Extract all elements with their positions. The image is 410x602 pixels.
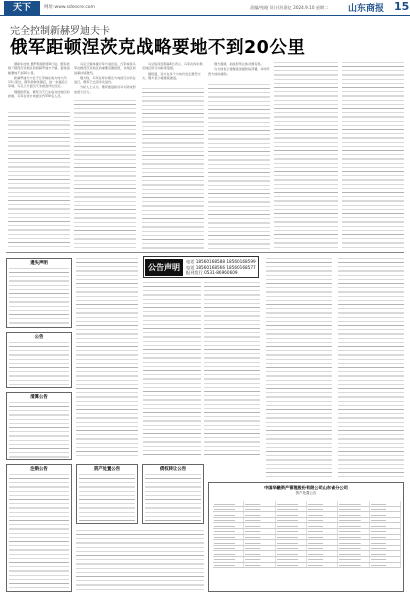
table-cell	[370, 557, 401, 562]
table-cell	[307, 529, 338, 534]
table-subtitle: 资产处置公告	[295, 491, 317, 495]
table-cell	[370, 518, 401, 523]
table-cell	[370, 563, 401, 568]
table-cell	[276, 535, 307, 540]
fine-print	[76, 530, 204, 590]
table-cell	[244, 507, 275, 512]
article-paragraph: 乌总统泽连斯基8日表示，乌军在库尔斯克地区的行动取得进展。	[142, 62, 203, 71]
table-cell	[213, 563, 244, 568]
section-label: 天下	[4, 1, 40, 15]
announcement-phone-1: 电话 18560168588 18560168599	[186, 259, 256, 264]
table-cell	[276, 546, 307, 551]
table-cell	[244, 540, 275, 545]
section-divider	[6, 252, 404, 253]
table-cell	[213, 518, 244, 523]
table-cell	[244, 563, 275, 568]
announcement-title: 公告声明	[145, 259, 183, 276]
fine-print	[266, 258, 332, 478]
table-cell	[338, 546, 369, 551]
announcement-hotline: 报刊发行 0531-86960609	[186, 270, 238, 276]
table-cell	[370, 512, 401, 517]
table-cell	[276, 557, 307, 562]
fine-print	[76, 258, 138, 458]
table-cell	[244, 546, 275, 551]
table-cell	[338, 557, 369, 562]
table-cell	[276, 501, 307, 506]
table-cell	[213, 546, 244, 551]
table-cell	[244, 501, 275, 506]
fine-print	[342, 62, 404, 250]
table-cell	[276, 523, 307, 528]
article-paragraph: 据新华社电 俄罗斯国防部8日说，俄军控制了顿涅茨克地区的新赫罗迪夫卡镇，距离战略要地不到20公里。	[8, 62, 70, 75]
table-cell	[370, 535, 401, 540]
table-cell	[276, 518, 307, 523]
table-cell	[276, 540, 307, 545]
fine-print	[204, 282, 260, 458]
table-cell	[213, 529, 244, 534]
article-paragraph: 据报道，双方在多个方向仍发生激烈交火。俄方表示将继续推进。	[142, 71, 201, 80]
table-cell	[307, 551, 338, 556]
headline-title: 俄军距顿涅茨克战略要地不到20公里	[10, 38, 306, 58]
table-cell	[370, 501, 401, 506]
table-cell	[213, 557, 244, 562]
article-paragraph: 乌方则表示将继续加强防线部署，并呼吁西方加快援助。	[208, 67, 270, 76]
table-cell	[213, 551, 244, 556]
table-cell	[370, 551, 401, 556]
table-cell	[244, 557, 275, 562]
page-number: 15	[394, 0, 410, 13]
article-paragraph: 分析人士认为，俄军推进将对乌方防线形成更大压力。	[74, 85, 136, 94]
notice-title: 债权转让公告	[159, 467, 187, 472]
fine-print	[274, 62, 338, 250]
table-cell	[213, 501, 244, 506]
table-cell	[213, 540, 244, 545]
notice-title: 清算公告	[30, 395, 48, 400]
table-cell	[276, 563, 307, 568]
announcement-contacts	[186, 259, 256, 276]
announcement-phone-2: 电话 18560168566 18560168577	[186, 264, 256, 270]
table-cell	[244, 518, 275, 523]
paper-name: 山东商报	[348, 4, 385, 14]
table-cell	[338, 523, 369, 528]
fine-print	[8, 112, 70, 250]
table-cell	[338, 507, 369, 512]
table-cell	[307, 557, 338, 562]
table-cell	[307, 518, 338, 523]
table-cell	[276, 551, 307, 556]
notice-title: 公告	[34, 335, 44, 340]
headline-kicker: 完全控制新赫罗迪夫卡	[10, 26, 110, 37]
fine-print	[208, 84, 270, 250]
table-cell	[370, 529, 401, 534]
announcement-banner	[143, 256, 259, 278]
article-paragraph: 俄国防部说，俄军当天已完成对该地区的控制，乌军在该方向损失约550名人员。	[8, 89, 70, 99]
table-cell	[370, 523, 401, 528]
table-cell	[244, 512, 275, 517]
table-cell	[338, 551, 369, 556]
table-cell	[307, 512, 338, 517]
fine-print	[142, 88, 204, 250]
table-cell	[244, 535, 275, 540]
fine-print	[143, 282, 201, 458]
table-cell	[307, 501, 338, 506]
table-cell	[338, 512, 369, 517]
notice-title: 遗失声明	[30, 261, 48, 266]
table-cell	[244, 523, 275, 528]
table-cell	[307, 540, 338, 545]
fine-print	[9, 268, 69, 326]
table-cell	[338, 529, 369, 534]
notice-title: 资产处置公告	[93, 467, 121, 472]
table-cell	[370, 507, 401, 512]
table-cell	[338, 563, 369, 568]
table-cell	[213, 512, 244, 517]
table-cell	[338, 535, 369, 540]
page-header	[0, 0, 410, 16]
table-cell	[307, 535, 338, 540]
notice-title: 注销公告	[30, 467, 48, 472]
article-paragraph: 乌克兰媒体援引军方消息说，红军城是乌军在顿涅茨克地区的重要后勤枢纽，该地区的战事持续激烈。	[74, 62, 136, 75]
fine-print	[9, 342, 69, 386]
table-cell	[276, 512, 307, 517]
fine-print	[338, 258, 404, 478]
table-cell	[370, 540, 401, 545]
fine-print	[145, 474, 201, 522]
table-cell	[338, 518, 369, 523]
table-cell	[213, 507, 244, 512]
article-paragraph: 俄方称，乌军在库尔斯克方向的行动仍在进行，俄军已击退多次进攻。	[74, 75, 136, 85]
table-cell	[276, 529, 307, 534]
fine-print	[79, 474, 135, 522]
table-cell	[338, 540, 369, 545]
table-cell	[276, 507, 307, 512]
table-cell	[307, 563, 338, 568]
article-paragraph: 新赫罗迪夫卡位于红军城东南方向大约13公里处。俄军控制该镇后，进一步逼近红军城。乌克兰方面当天未就此作出回应。	[8, 75, 68, 89]
table-grid	[213, 501, 401, 568]
table-row	[213, 563, 401, 569]
table-cell	[307, 523, 338, 528]
table-cell	[213, 523, 244, 528]
fine-print	[9, 402, 69, 458]
fine-print	[74, 100, 136, 250]
page-meta: 责编/苑晓 设计/苏嘉亿 2024.9.10 星期二	[250, 5, 329, 10]
table-cell	[244, 529, 275, 534]
table-cell	[370, 546, 401, 551]
table-cell	[213, 535, 244, 540]
table-cell	[307, 546, 338, 551]
table-cell	[307, 507, 338, 512]
article-paragraph: 俄方强调，前线形势总体对俄有利。	[214, 62, 264, 66]
fine-print	[9, 474, 69, 590]
table-cell	[338, 501, 369, 506]
table-cell	[244, 551, 275, 556]
site-url: 网址:www.sdsecre.com	[44, 5, 95, 10]
asset-disposal-table	[208, 482, 404, 592]
table-title: 中国华融资产管理股份有限公司山东省分公司	[264, 485, 348, 490]
